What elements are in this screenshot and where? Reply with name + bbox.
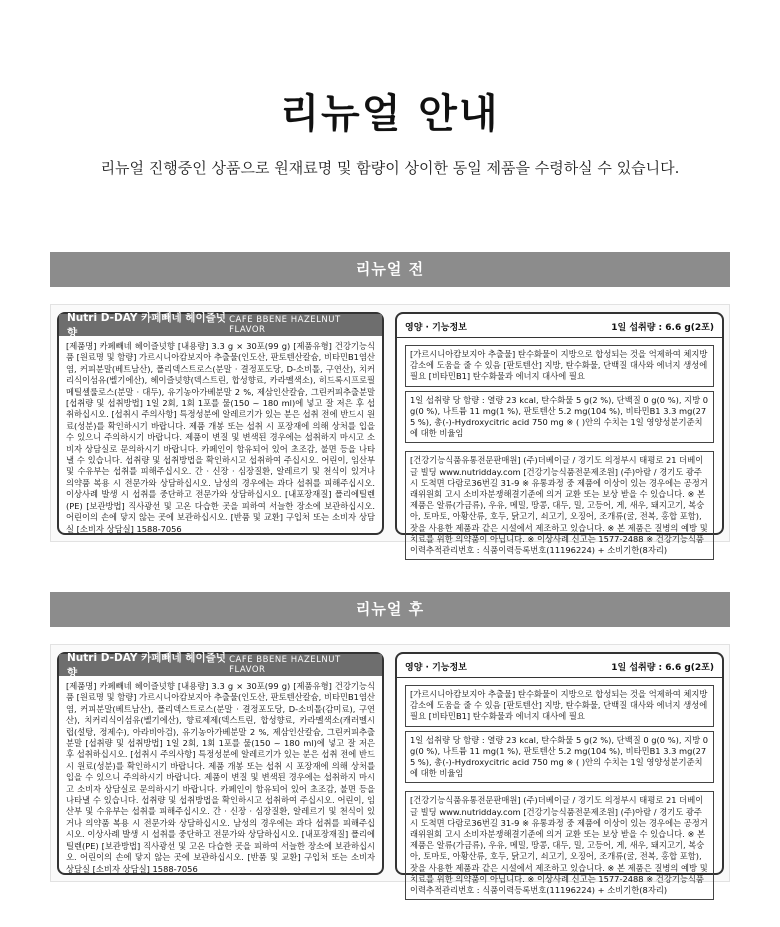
label-panel-after	[50, 644, 730, 896]
serving-size: 1일 섭취량 : 6.6 g(2포)	[611, 663, 714, 673]
nutrition-label-after	[395, 652, 724, 896]
nutrition-facts: 1일 섭취량 당 함량 : 열량 23 kcal, 탄수화물 5 g(2 %), 단백질 0 g(0 %), 지방 0 g(0 %), 나트륨 11 mg(1 %), 판토텐산 5.2 mg(104 %), 비타민B1 3.3 mg(275 %), 총(-)-Hydroxycitric acid 750 mg ※ ( )안의 수치는 1일 영양성분기준치에 대한 비율임	[405, 391, 714, 444]
product-info-text: [제품명] 카페빼네 헤이즐넛향 [내용량] 3.3 g × 30포(99 g) [제품유형] 건강기능식품 [원료명 및 함량] 가르시니아캄보지아 추출물(인도산, 판토텐산칼슘, 비타민B1염산염, 커피분말(베트남산), 폴리덱스트로스(분말 · 결정포도당, D-소비톨(감미료), 구연산), 치커리식이섬유(벨기에산), 향료제제(덱스트린, 합성향료, 카라멜색소(캐러멜시럽(설탕, 정제수), 아라비아검), 유기농아가베분말 2 %, 제삼인산칼슘, 그린커피추출분말 [섭취량 및 섭취방법] 1일 2회, 1회 1포를 물(150 ~ 180 ml)에 넣고 잘 저은 후 섭취하십시오. [섭취시 주의사항] 특정성분에 알레르기가 있는 분은 섭취 전에 반드시 원료(성분)를 확인하시기 바랍니다. 제품 개봉 또는 섭취 시 포장재에 의해 상처를 입을 수 있으니 주의하시기 바랍니다. 제품이 변질 및 변색된 경우에는 섭취하지 마시고 소비자 상담실로 문의하시기 바랍니다. 카페인이 함유되어 있어 초조감, 불면 등을 나타낼 수 있습니다. 섭취량 및 섭취방법을 확인하시고 섭취하여 주십시오. 어린이, 임산부 및 수유부는 섭취를 피해주십시오. 간 · 신장 · 심장질환, 알레르기 및 천식이 있거나 의약품 복용 시 전문가와 상담하십시오. 남성의 경우에는 과다 섭취를 피해주십시오. 이상사례 발생 시 섭취를 중단하고 전문가와 상담하십시오. [내포장재질] 폴리에틸렌(PE) [보관방법] 직사광선 및 고온 다습한 곳을 피하여 서늘한 장소에 보관하십시오. 어린이의 손에 닿지 않는 곳에 보관하십시오. [반품 및 교환] 구입처 또는 소비자 상담실 [소비자 상담실] 1588-7056	[66, 681, 375, 874]
product-label-before	[57, 312, 384, 535]
page-title: 리뉴얼 안내	[280, 91, 500, 137]
label-header	[59, 652, 382, 679]
nutrition-title: 영양 · 기능정보	[405, 323, 467, 333]
nutrition-title: 영양 · 기능정보	[405, 663, 467, 673]
product-label-after	[57, 652, 384, 875]
section-band-before: 리뉴얼 전	[50, 252, 730, 287]
page-subtitle: 리뉴얼 진행중인 상품으로 원재료명 및 함량이 상이한 동일 제품을 수령하실 수 있습니다.	[100, 159, 680, 177]
function-info: [가르시니아캄보지아 추출물] 탄수화물이 지방으로 합성되는 것을 억제하여 체지방 감소에 도움을 줄 수 있음 [판토텐산] 지방, 탄수화물, 단백질 대사와 에너지 생성에 필요 [비타민B1] 탄수화물과 에너지 대사에 필요	[405, 685, 714, 727]
manufacturer-info: [건강기능식품유통전문판매원] (주)더베이글 / 경기도 의정부시 태평로 21 더베이글 빌딩 www.nutridday.com [건강기능식품전문제조원] (주)아람 / 경기도 광주시 도척면 다람로36번길 31-9 ※ 유통과정 중 제품에 이상이 있는 경우에는 공정거래위원회 고시 소비자분쟁해결기준에 의거 교환 또는 보상 받을 수 있습니다. ※ 본 제품은 알류(가금류), 우유, 메밀, 땅콩, 대두, 밀, 고등어, 게, 새우, 돼지고기, 복숭아, 토마토, 아황산류, 호두, 닭고기, 쇠고기, 오징어, 조개류(굴, 전복, 홍합 포함), 잣을 사용한 제품과 같은 시설에서 제조하고 있습니다. ※ 본 제품은 질병의 예방 및 치료를 위한 의약품이 아닙니다. ※ 이상사례 신고는 1577-2488 ※ 건강기능식품 이력추적관리번호 : 식품이력등록번호(11196224) + 소비기한(8자리)	[405, 791, 714, 900]
section-band-after: 리뉴얼 후	[50, 592, 730, 627]
label-panel-before	[50, 304, 730, 556]
manufacturer-info: [건강기능식품유통전문판매원] (주)더베이글 / 경기도 의정부시 태평로 21 더베이글 빌딩 www.nutridday.com [건강기능식품전문제조원] (주)아람 / 경기도 광주시 도척면 다람로36번길 31-9 ※ 유통과정 중 제품에 이상이 있는 경우에는 공정거래위원회 고시 소비자분쟁해결기준에 의거 교환 또는 보상 받을 수 있습니다. ※ 본 제품은 알류(가금류), 우유, 메밀, 땅콩, 대두, 밀, 고등어, 게, 새우, 돼지고기, 복숭아, 토마토, 아황산류, 호두, 닭고기, 쇠고기, 오징어, 조개류(굴, 전복, 홍합 포함), 잣을 사용한 제품과 같은 시설에서 제조하고 있습니다. ※ 본 제품은 질병의 예방 및 치료를 위한 의약품이 아닙니다. ※ 이상사례 신고는 1577-2488 ※ 건강기능식품 이력추적관리번호 : 식품이력등록번호(11196224) + 소비기한(8자리)	[405, 451, 714, 560]
nutrition-header	[397, 314, 722, 338]
brand-name-en: CAFE BBENE HAZELNUT FLAVOR	[229, 315, 341, 335]
brand-name: Nutri D-DAY 카페빼네 헤이즐넛향	[67, 652, 226, 679]
label-header	[59, 312, 382, 339]
nutrition-facts: 1일 섭취량 당 함량 : 열량 23 kcal, 탄수화물 5 g(2 %), 단백질 0 g(0 %), 지방 0 g(0 %), 나트륨 11 mg(1 %), 판토텐산 5.2 mg(104 %), 비타민B1 3.3 mg(275 %), 총(-)-Hydroxycitric acid 750 mg ※ ( )안의 수치는 1일 영양성분기준치에 대한 비율임	[405, 731, 714, 784]
brand-name: Nutri D-DAY 카페빼네 헤이즐넛향	[67, 312, 226, 339]
nutrition-label-before	[395, 312, 724, 556]
serving-size: 1일 섭취량 : 6.6 g(2포)	[611, 323, 714, 333]
function-info: [가르시니아캄보지아 추출물] 탄수화물이 지방으로 합성되는 것을 억제하여 체지방 감소에 도움을 줄 수 있음 [판토텐산] 지방, 탄수화물, 단백질 대사와 에너지 생성에 필요 [비타민B1] 탄수화물과 에너지 대사에 필요	[405, 345, 714, 387]
product-info-text: [제품명] 카페빼네 헤이즐넛향 [내용량] 3.3 g × 30포(99 g) [제품유형] 건강기능식품 [원료명 및 함량] 가르시니아캄보지아 추출물(인도산, 판토텐산칼슘, 비타민B1염산염, 커피분말(베트남산), 폴리덱스트로스(분말 · 결정포도당, D-소비톨, 구연산), 치커리식이섬유(벨기에산), 헤이즐넛향(덱스트린, 합성향료, 카라멜색소), 히드록시프로필메틸셀룰로스(분말 · 대두), 유기농아가베분말 2 %, 제삼인산칼슘, 그린커피추출분말 [섭취량 및 섭취방법] 1일 2회, 1회 1포를 물(150 ~ 180 ml)에 넣고 잘 저은 후 섭취하십시오. [섭취시 주의사항] 특정성분에 알레르기가 있는 분은 섭취 전에 반드시 원료(성분)를 확인하시기 바랍니다. 제품 개봉 또는 섭취 시 포장재에 의해 상처를 입을 수 있으니 주의하시기 바랍니다. 제품이 변질 및 변색된 경우에는 섭취하지 마시고 소비자 상담실로 문의하시기 바랍니다. 카페인이 함유되어 있어 초조감, 불면 등을 나타낼 수 있습니다. 섭취량 및 섭취방법을 확인하시고 섭취하여 주십시오. 어린이, 임산부 및 수유부는 섭취를 피해주십시오. 간 · 신장 · 심장질환, 알레르기 및 천식이 있거나 의약품 복용 시 전문가와 상담하십시오. 남성의 경우에는 과다 섭취를 피해주십시오. 이상사례 발생 시 섭취를 중단하고 전문가와 상담하십시오. [내포장재질] 폴리에틸렌(PE) [보관방법] 직사광선 및 고온 다습한 곳을 피하여 서늘한 장소에 보관하십시오. 어린이의 손에 닿지 않는 곳에 보관하십시오. [반품 및 교환] 구입처 또는 소비자 상담실 [소비자 상담실] 1588-7056	[66, 341, 375, 534]
nutrition-header	[397, 654, 722, 678]
brand-name-en: CAFE BBENE HAZELNUT FLAVOR	[229, 655, 341, 675]
